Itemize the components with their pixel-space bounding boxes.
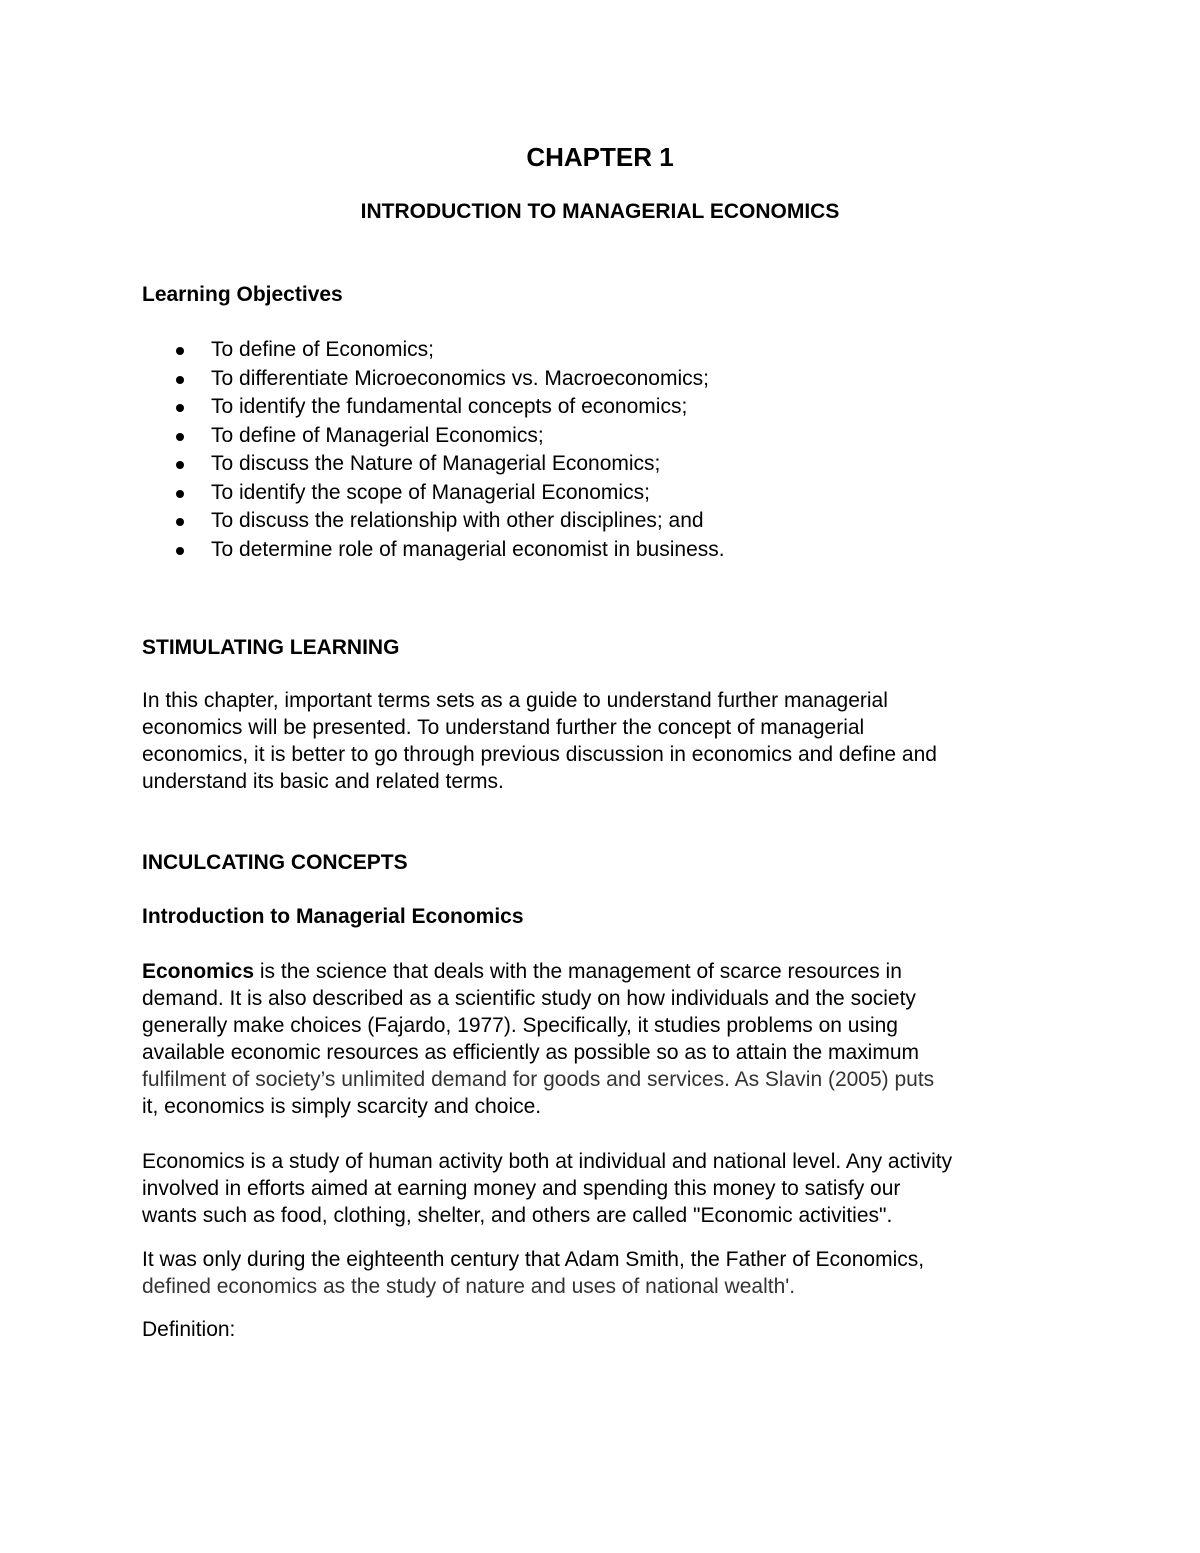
paragraph-line: defined economics as the study of nature and uses of national wealth'. [142, 1275, 796, 1298]
introduction-subheading: Introduction to Managerial Economics [142, 905, 524, 928]
bullet-icon [176, 461, 184, 469]
bullet-icon [176, 547, 184, 555]
paragraph-line: Economics is the science that deals with the management of scarce resources in [142, 960, 902, 983]
bullet-icon [176, 518, 184, 526]
inculcating-concepts-heading: INCULCATING CONCEPTS [142, 851, 408, 874]
economics-definition-paragraph [142, 958, 1062, 1120]
bullet-icon [176, 347, 184, 355]
paragraph-line: It was only during the eighteenth century that Adam Smith, the Father of Economics, [142, 1248, 925, 1271]
paragraph-line: Economics is a study of human activity both at individual and national level. Any activity [142, 1150, 953, 1173]
adam-smith-paragraph [142, 1246, 1062, 1300]
economic-activity-paragraph [142, 1148, 1062, 1229]
list-item: To define of Economics; [170, 336, 725, 365]
paragraph-line: demand. It is also described as a scientific study on how individuals and the society [142, 987, 916, 1010]
bullet-icon [176, 376, 184, 384]
learning-objectives-heading: Learning Objectives [142, 283, 343, 306]
chapter-number: CHAPTER 1 [526, 142, 674, 172]
paragraph-line: involved in efforts aimed at earning money and spending this money to satisfy our [142, 1177, 901, 1200]
paragraph-line: wants such as food, clothing, shelter, and others are called "Economic activities". [142, 1204, 893, 1227]
paragraph-line: economics will be presented. To understand further the concept of managerial [142, 716, 865, 739]
bullet-icon [176, 404, 184, 412]
list-item: To determine role of managerial economist in business. [170, 536, 725, 565]
paragraph-line: it, economics is simply scarcity and choice. [142, 1095, 542, 1118]
stimulating-learning-heading: STIMULATING LEARNING [142, 636, 400, 659]
paragraph-line: available economic resources as efficiently as possible so as to attain the maximum [142, 1041, 919, 1064]
bullet-icon [176, 490, 184, 498]
list-item: To identify the scope of Managerial Economics; [170, 479, 725, 508]
list-item: To discuss the relationship with other disciplines; and [170, 507, 725, 536]
stimulating-learning-paragraph [142, 687, 1062, 795]
chapter-title: INTRODUCTION TO MANAGERIAL ECONOMICS [360, 200, 840, 223]
definition-label: Definition: [142, 1318, 236, 1341]
paragraph-line: economics, it is better to go through previous discussion in economics and define and [142, 743, 937, 766]
paragraph-line: generally make choices (Fajardo, 1977). Specifically, it studies problems on using [142, 1014, 898, 1037]
economics-term: Economics [142, 960, 255, 983]
paragraph-line: In this chapter, important terms sets as a guide to understand further managerial [142, 689, 888, 712]
objectives-list [170, 336, 725, 564]
list-item: To define of Managerial Economics; [170, 422, 725, 451]
paragraph-line: fulfilment of society’s unlimited demand for goods and services. As Slavin (2005) puts [142, 1068, 935, 1091]
list-item: To discuss the Nature of Managerial Economics; [170, 450, 725, 479]
list-item: To differentiate Microeconomics vs. Macroeconomics; [170, 365, 725, 394]
paragraph-line: understand its basic and related terms. [142, 770, 504, 793]
bullet-icon [176, 433, 184, 441]
list-item: To identify the fundamental concepts of economics; [170, 393, 725, 422]
